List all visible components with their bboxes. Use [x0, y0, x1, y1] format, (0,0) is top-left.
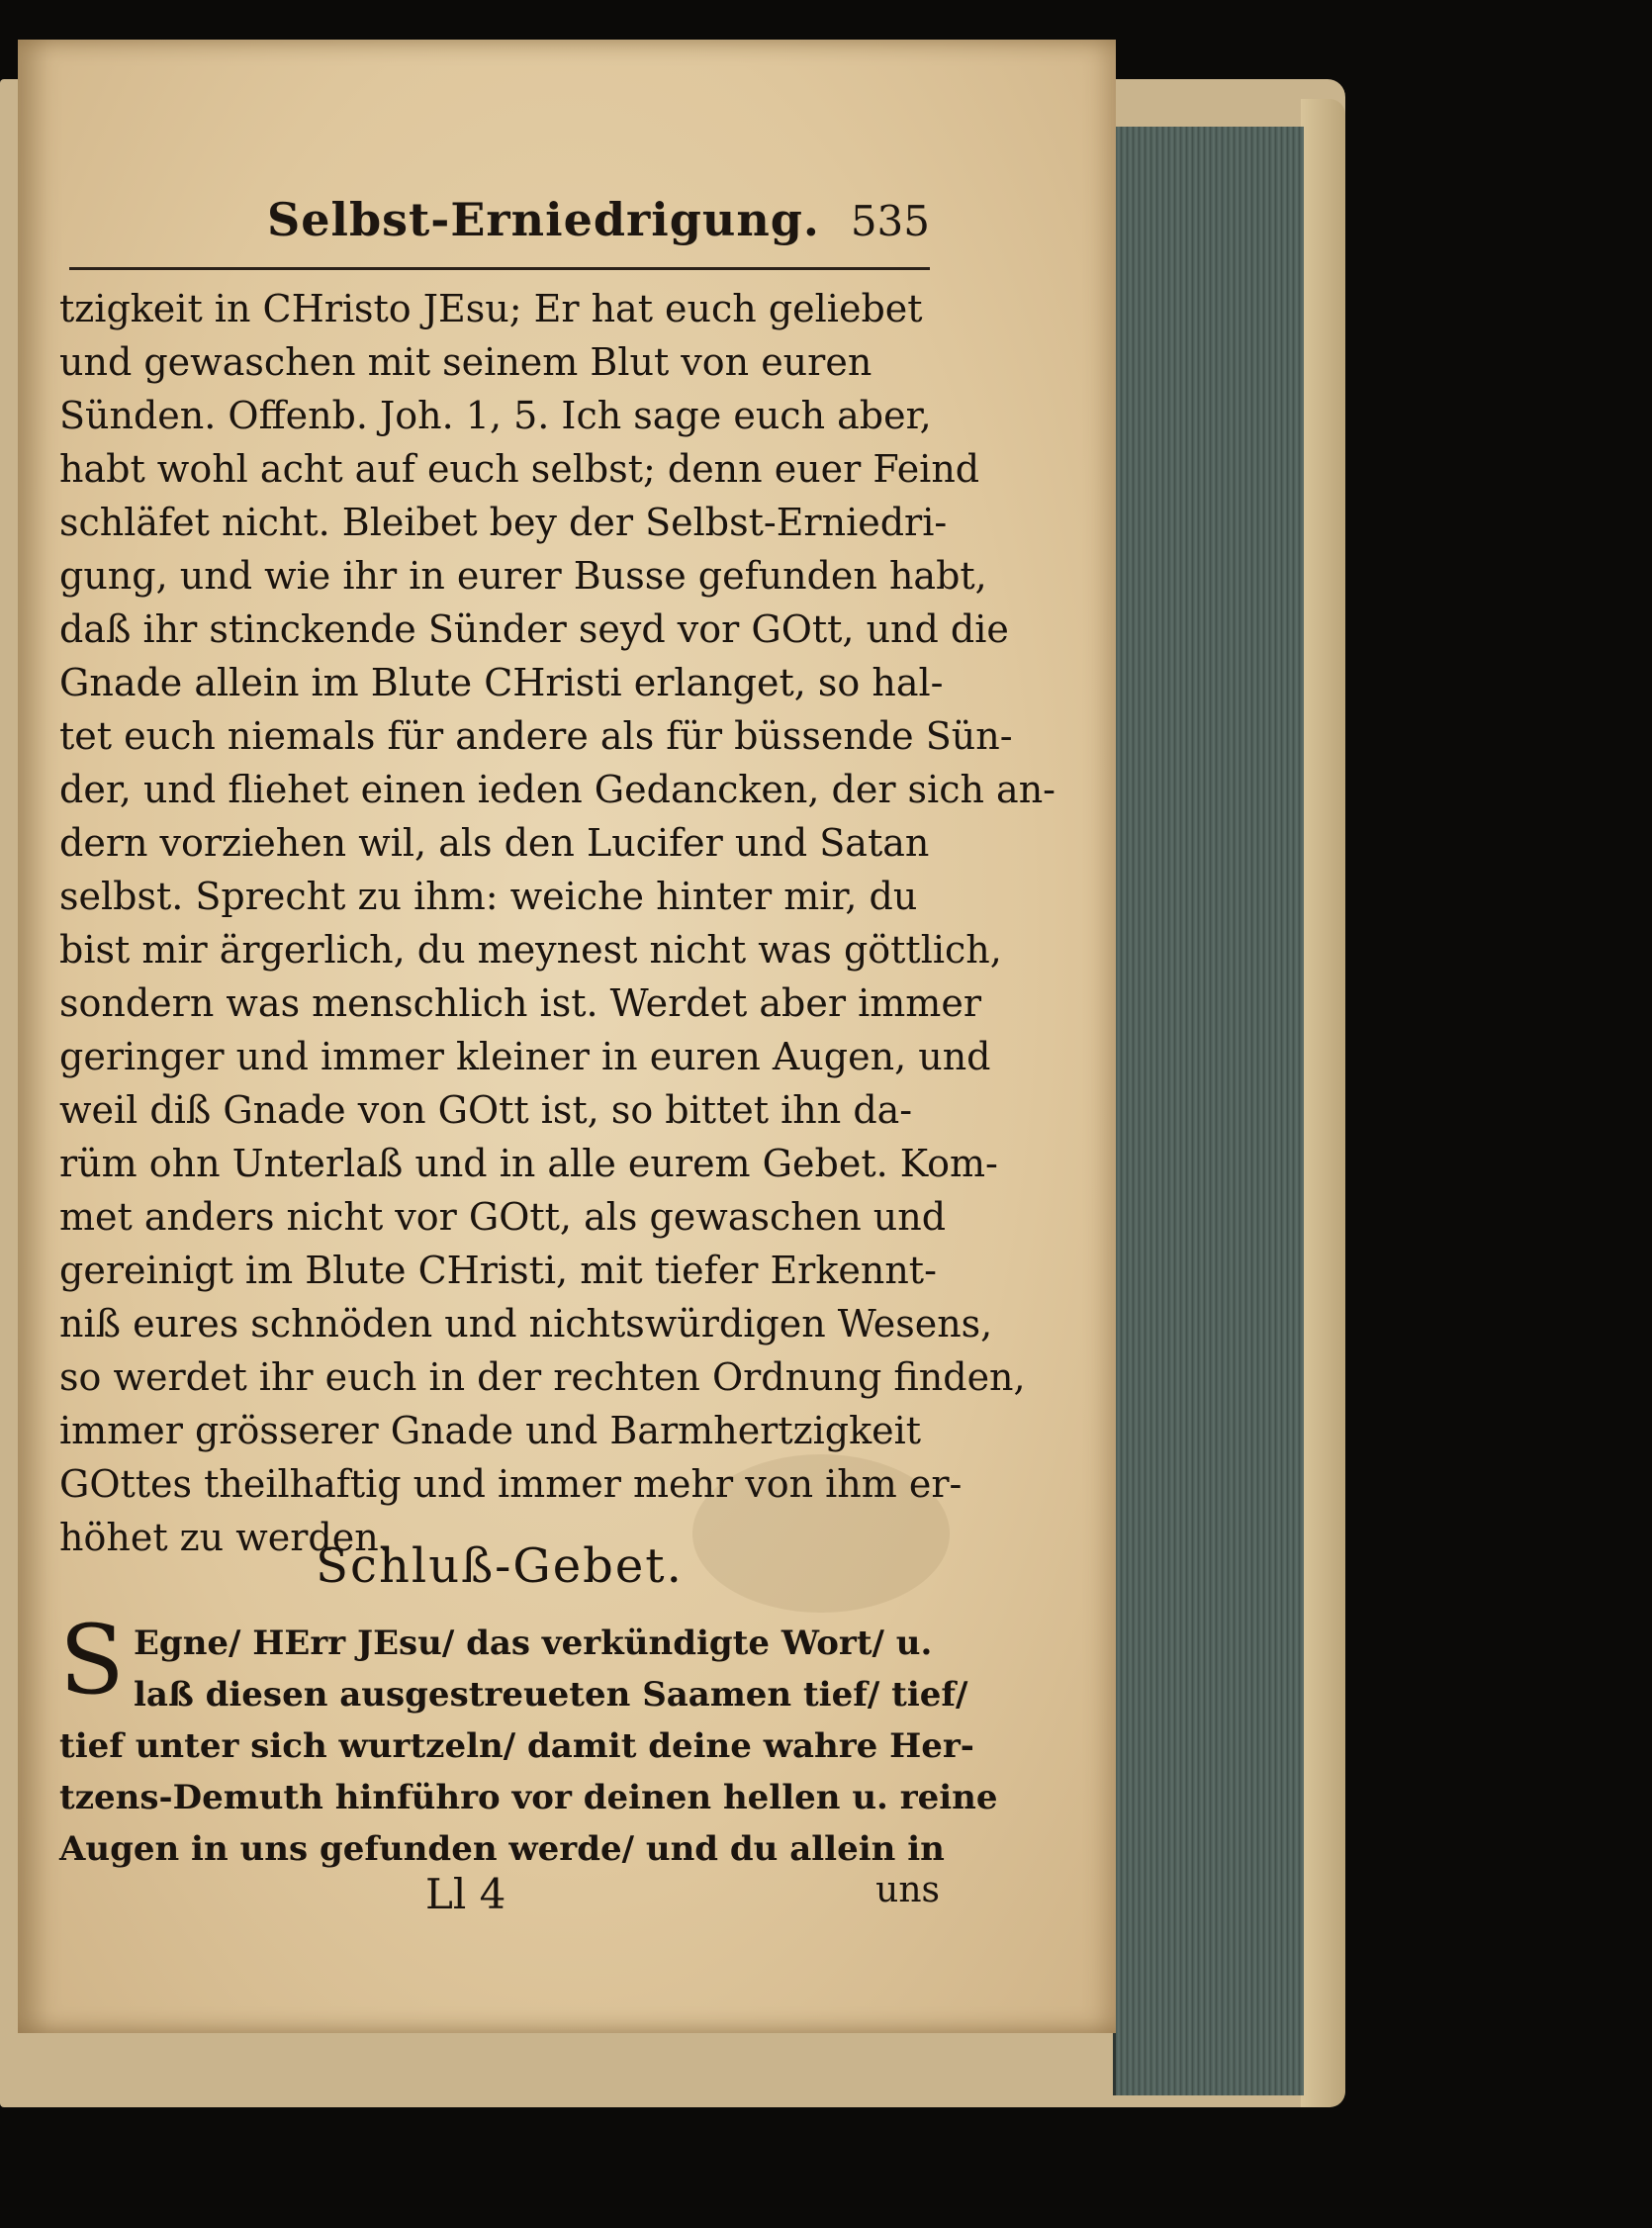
text-line: habt wohl acht auf euch selbst; denn euer Feind [59, 447, 980, 491]
prayer-line: laß diesen ausgestreueten Saamen tief/ tief/ [134, 1675, 968, 1715]
text-line: weil diß Gnade von GOtt ist, so bittet ihn da- [59, 1088, 913, 1132]
cover-edge [1301, 99, 1345, 2107]
header-rule [69, 267, 930, 270]
section-title: Schluß-Gebet. [316, 1538, 684, 1594]
prayer-line: Augen in uns gefunden werde/ und du allein in [59, 1829, 945, 1869]
text-line: bist mir ärgerlich, du meynest nicht was göttlich, [59, 928, 1002, 972]
text-line: immer grösserer Gnade und Barmhertzigkeit [59, 1409, 922, 1452]
text-line: geringer und immer kleiner in euren Augen, und [59, 1035, 991, 1078]
running-head: Selbst-Erniedrigung. [267, 193, 820, 246]
text-line: gereinigt im Blute CHristi, mit tiefer Erkennt- [59, 1249, 937, 1292]
text-line: gung, und wie ihr in eurer Busse gefunden habt, [59, 554, 987, 598]
text-line: dern vorziehen wil, als den Lucifer und Satan [59, 821, 930, 865]
text-line: Gnade allein im Blute CHristi erlanget, so hal- [59, 661, 944, 704]
prayer-line: tief unter sich wurtzeln/ damit deine wahre Her- [59, 1726, 974, 1766]
signature-mark: Ll 4 [425, 1870, 506, 1918]
body-text [59, 282, 1056, 1564]
page-footer [59, 1870, 940, 1919]
text-line: daß ihr stinckende Sünder seyd vor GOtt, und die [59, 607, 1009, 651]
text-line: schläfet nicht. Bleibet bey der Selbst-Erniedri- [59, 501, 948, 544]
page-header [69, 193, 930, 252]
text-line: niß eures schnöden und nichtswürdigen Wesens, [59, 1302, 993, 1346]
text-line: GOttes theilhaftig und immer mehr von ihm er- [59, 1462, 963, 1506]
text-line: Sünden. Offenb. Joh. 1, 5. Ich sage euch aber, [59, 394, 932, 437]
text-line: höhet zu werden. [59, 1516, 391, 1559]
page-number: 535 [850, 197, 930, 245]
text-line: und gewaschen mit seinem Blut von euren [59, 340, 872, 384]
prayer-block [59, 1605, 998, 1875]
text-line: tzigkeit in CHristo JEsu; Er hat euch geliebet [59, 287, 923, 330]
text-line: sondern was menschlich ist. Werdet aber immer [59, 981, 981, 1025]
text-line: tet euch niemals für andere als für büssende Sün- [59, 714, 1013, 758]
prayer-line: tzens-Demuth hinführo vor deinen hellen u. reine [59, 1778, 998, 1817]
text-line: selbst. Sprecht zu ihm: weiche hinter mir, du [59, 875, 918, 918]
catchword: uns [875, 1870, 940, 1910]
text-line: met anders nicht vor GOtt, als gewaschen und [59, 1195, 947, 1239]
text-line: der, und fliehet einen ieden Gedancken, der sich an- [59, 768, 1056, 811]
text-line: so werdet ihr euch in der rechten Ordnung finden, [59, 1355, 1026, 1399]
text-line: rüm ohn Unterlaß und in alle eurem Gebet. Kom- [59, 1142, 998, 1185]
prayer-line: Egne/ HErr JEsu/ das verkündigte Wort/ u. [134, 1624, 933, 1663]
page-fore-edge [1113, 127, 1304, 2095]
drop-cap: S [59, 1605, 125, 1716]
